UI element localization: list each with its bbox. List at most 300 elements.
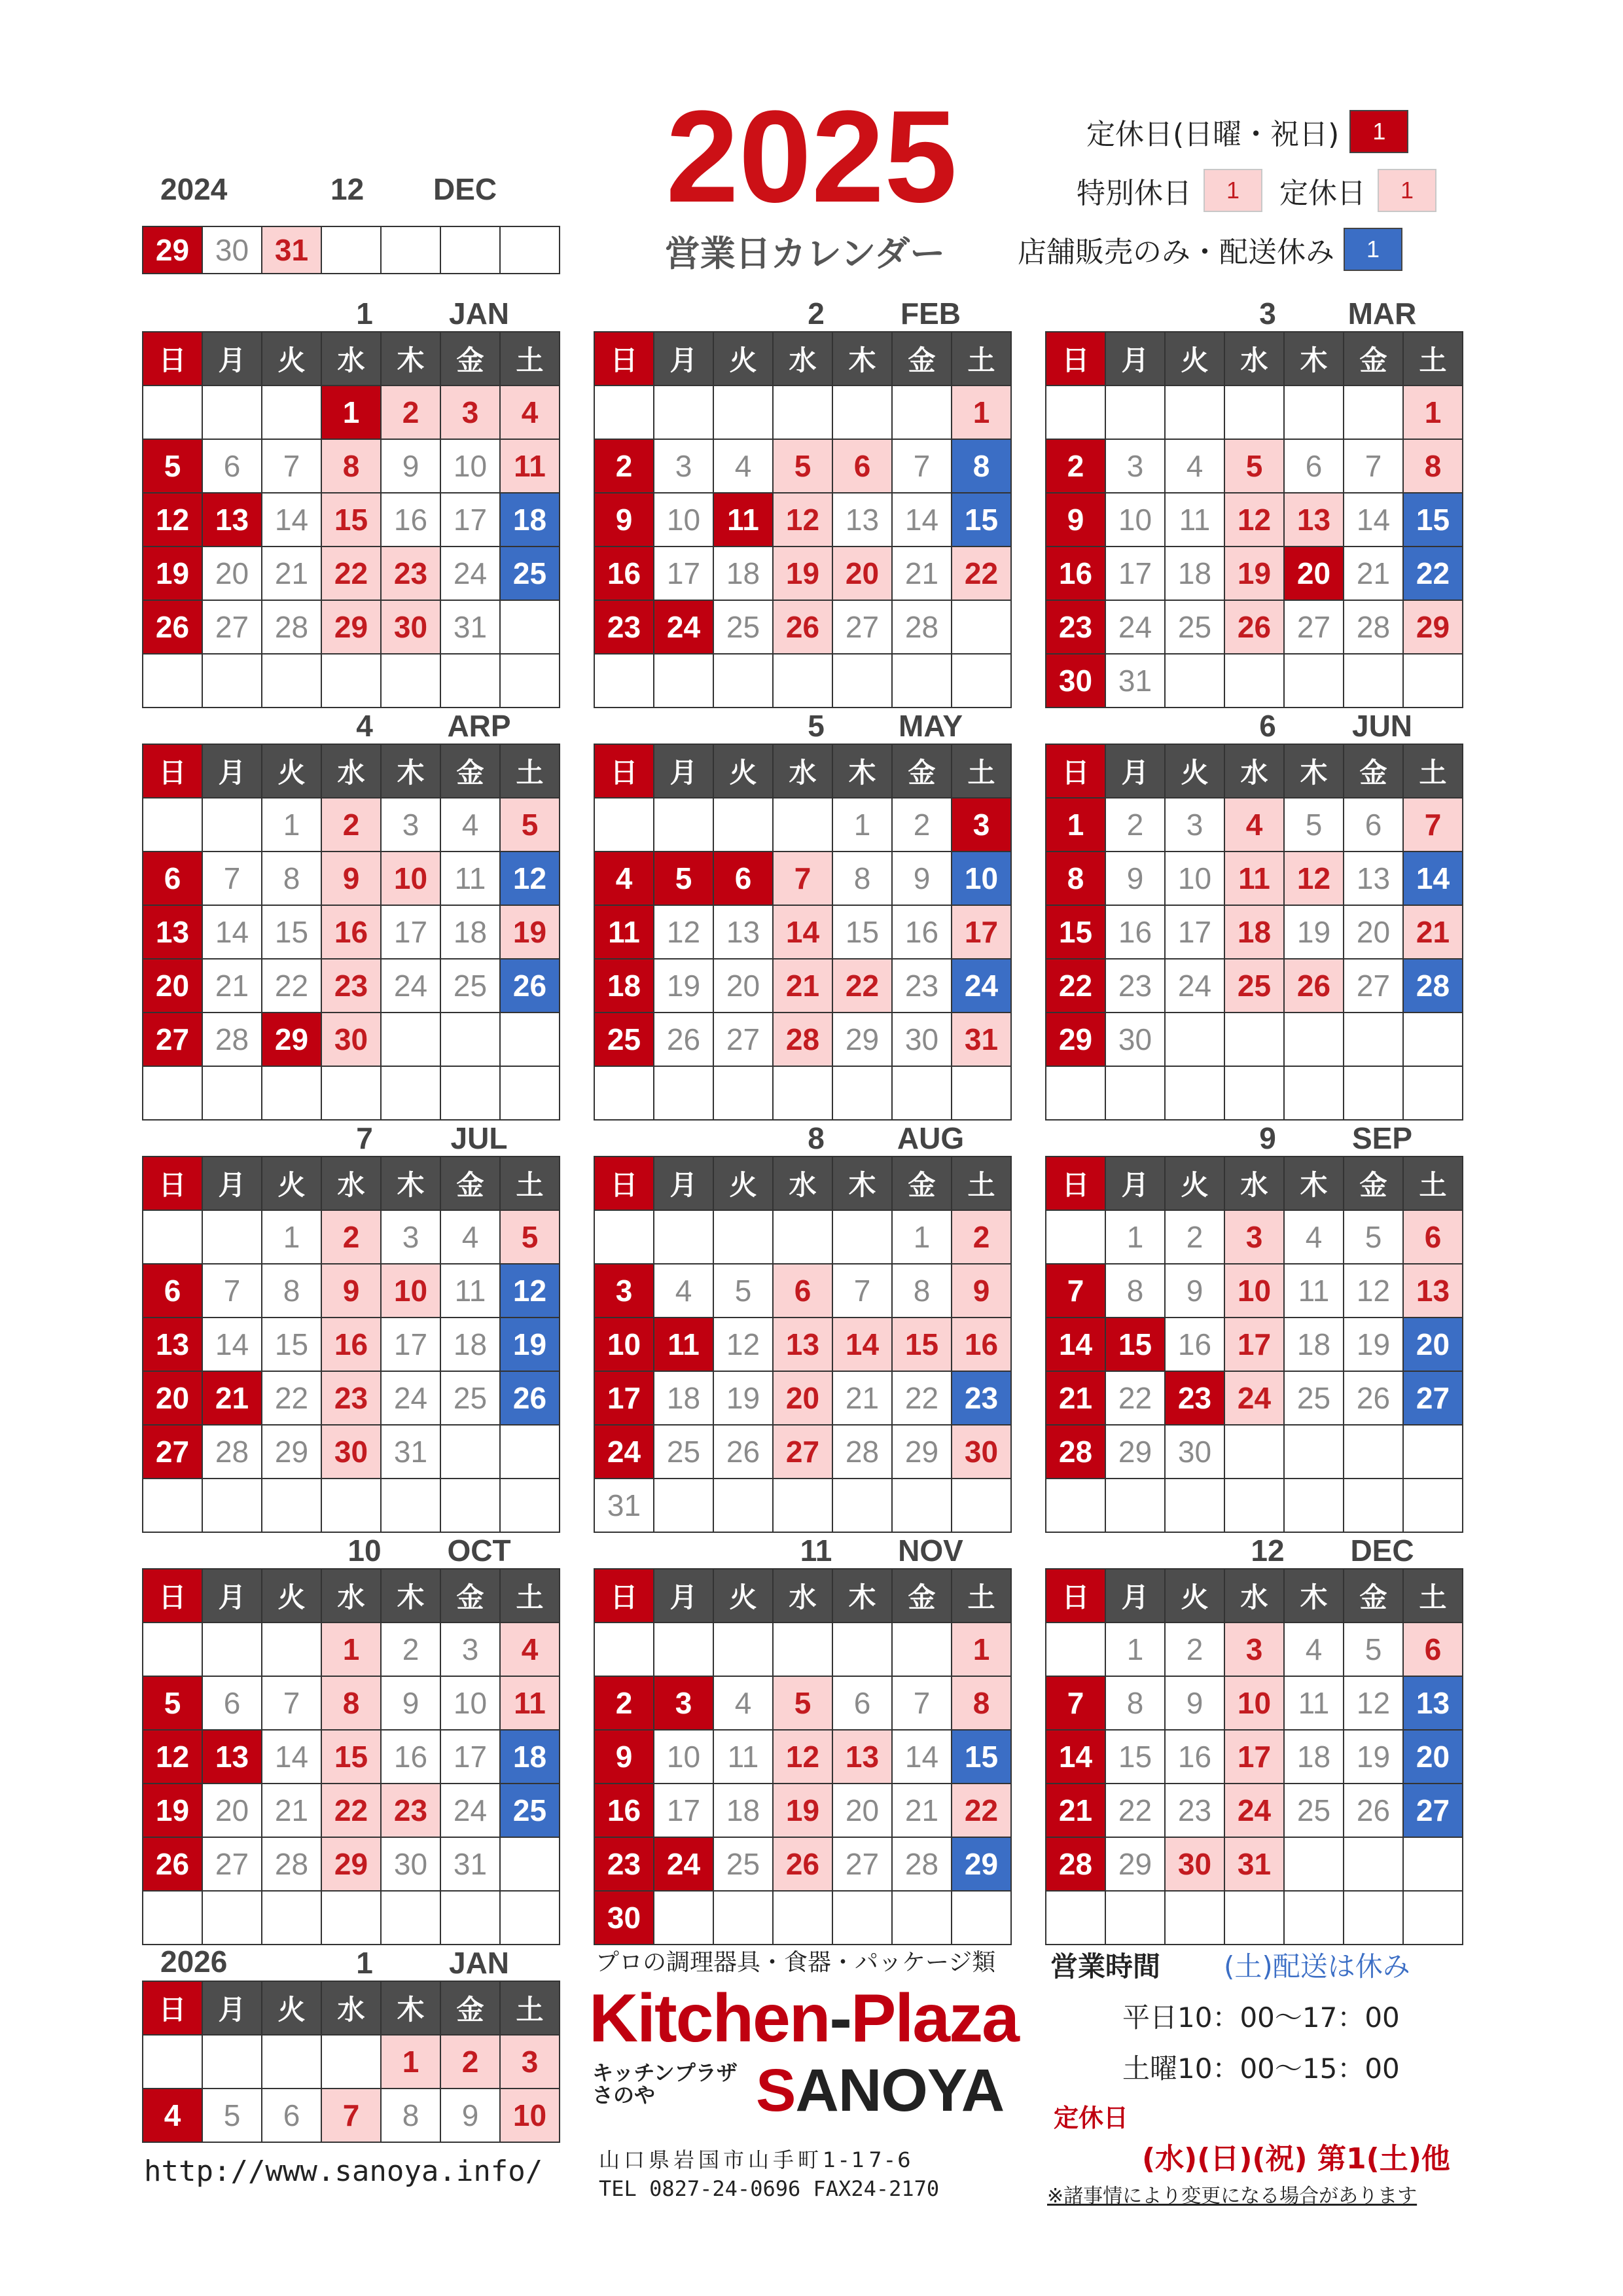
empty-cell bbox=[654, 1211, 714, 1265]
day-cell: 6 bbox=[1285, 440, 1344, 493]
day-cell: 19 bbox=[143, 547, 203, 601]
empty-cell bbox=[203, 2036, 262, 2089]
day-cell: 2 bbox=[322, 798, 382, 852]
day-cell: 1 bbox=[1046, 798, 1106, 852]
day-cell: 5 bbox=[1285, 798, 1344, 852]
day-cell: 19 bbox=[714, 1372, 774, 1426]
day-cell: 20 bbox=[1404, 1318, 1463, 1372]
empty-cell bbox=[893, 1892, 952, 1945]
day-cell: 26 bbox=[1344, 1784, 1404, 1838]
day-cell: 15 bbox=[322, 493, 382, 547]
day-cell: 11 bbox=[441, 852, 501, 906]
month-title bbox=[1045, 293, 1464, 331]
day-cell: 18 bbox=[714, 547, 774, 601]
empty-cell bbox=[714, 1892, 774, 1945]
day-cell: 19 bbox=[774, 1784, 833, 1838]
day-cell: 15 bbox=[1046, 906, 1106, 960]
day-cell: 22 bbox=[1404, 547, 1463, 601]
empty-cell bbox=[774, 1623, 833, 1677]
empty-cell bbox=[774, 655, 833, 708]
day-cell bbox=[501, 227, 560, 274]
empty-cell bbox=[833, 1892, 893, 1945]
day-cell: 12 bbox=[1344, 1677, 1404, 1731]
day-cell: 26 bbox=[143, 601, 203, 655]
empty-cell bbox=[382, 1892, 441, 1945]
day-cell: 21 bbox=[1046, 1372, 1106, 1426]
empty-cell bbox=[1344, 1426, 1404, 1479]
empty-cell bbox=[654, 655, 714, 708]
weekday-header: 木 bbox=[833, 745, 893, 798]
day-cell: 8 bbox=[1046, 852, 1106, 906]
day-cell: 14 bbox=[203, 906, 262, 960]
month-number: 6 bbox=[1259, 709, 1276, 743]
day-cell: 12 bbox=[774, 1731, 833, 1784]
weekday-header: 土 bbox=[1404, 1157, 1463, 1211]
empty-cell bbox=[382, 1013, 441, 1067]
day-cell: 31 bbox=[1225, 1838, 1285, 1892]
day-cell: 16 bbox=[322, 906, 382, 960]
day-cell: 16 bbox=[322, 1318, 382, 1372]
empty-cell bbox=[322, 655, 382, 708]
day-cell: 11 bbox=[501, 440, 560, 493]
weekday-header: 木 bbox=[382, 1157, 441, 1211]
day-cell: 15 bbox=[833, 906, 893, 960]
day-cell: 10 bbox=[952, 852, 1012, 906]
day-cell: 14 bbox=[262, 1731, 322, 1784]
weekday-header: 金 bbox=[1344, 1570, 1404, 1623]
day-cell: 8 bbox=[262, 1265, 322, 1318]
day-cell: 23 bbox=[893, 960, 952, 1013]
day-cell: 10 bbox=[1106, 493, 1166, 547]
empty-cell bbox=[833, 1067, 893, 1121]
day-cell: 4 bbox=[143, 2089, 203, 2143]
empty-cell bbox=[595, 1623, 654, 1677]
empty-cell bbox=[774, 1892, 833, 1945]
day-cell: 11 bbox=[1285, 1677, 1344, 1731]
day-cell: 3 bbox=[952, 798, 1012, 852]
weekday-header: 土 bbox=[501, 1982, 560, 2036]
day-cell: 3 bbox=[1225, 1211, 1285, 1265]
weekday-header: 日 bbox=[595, 332, 654, 386]
day-cell: 1 bbox=[893, 1211, 952, 1265]
empty-cell bbox=[1285, 1892, 1344, 1945]
next-year: 2026 bbox=[160, 1945, 228, 1979]
day-cell: 19 bbox=[501, 1318, 560, 1372]
day-cell: 18 bbox=[1166, 547, 1225, 601]
day-cell: 10 bbox=[501, 2089, 560, 2143]
day-cell: 23 bbox=[952, 1372, 1012, 1426]
day-cell: 4 bbox=[595, 852, 654, 906]
year-title: 2025 bbox=[666, 84, 957, 230]
day-cell: 7 bbox=[322, 2089, 382, 2143]
day-cell: 15 bbox=[1106, 1318, 1166, 1372]
empty-cell bbox=[143, 655, 203, 708]
empty-cell bbox=[1285, 655, 1344, 708]
day-cell: 7 bbox=[893, 1677, 952, 1731]
day-cell: 7 bbox=[1046, 1677, 1106, 1731]
empty-cell bbox=[1285, 1067, 1344, 1121]
month-title bbox=[1045, 706, 1464, 744]
day-cell: 6 bbox=[143, 852, 203, 906]
empty-cell bbox=[1344, 386, 1404, 440]
day-cell: 16 bbox=[1166, 1318, 1225, 1372]
day-cell: 13 bbox=[774, 1318, 833, 1372]
day-cell: 9 bbox=[441, 2089, 501, 2143]
day-cell: 24 bbox=[1106, 601, 1166, 655]
day-cell: 19 bbox=[1225, 547, 1285, 601]
month-number: 3 bbox=[1259, 296, 1276, 331]
weekday-header: 金 bbox=[441, 1157, 501, 1211]
logo-brand-part: S bbox=[756, 2057, 796, 2124]
day-cell: 5 bbox=[774, 1677, 833, 1731]
weekday-header: 土 bbox=[501, 1157, 560, 1211]
day-cell: 12 bbox=[1285, 852, 1344, 906]
day-cell: 11 bbox=[1225, 852, 1285, 906]
empty-cell bbox=[654, 1623, 714, 1677]
empty-cell bbox=[203, 386, 262, 440]
day-cell: 14 bbox=[833, 1318, 893, 1372]
logo-kana-line: さのや bbox=[592, 2083, 656, 2108]
day-cell: 9 bbox=[322, 852, 382, 906]
month-grid bbox=[142, 744, 560, 1121]
day-cell: 13 bbox=[714, 906, 774, 960]
day-cell: 29 bbox=[893, 1426, 952, 1479]
day-cell: 10 bbox=[595, 1318, 654, 1372]
day-cell: 18 bbox=[714, 1784, 774, 1838]
weekday-header: 土 bbox=[501, 745, 560, 798]
day-cell: 23 bbox=[1166, 1784, 1225, 1838]
month-name: OCT bbox=[447, 1534, 511, 1568]
legend-swatch-pink: 1 bbox=[1204, 169, 1262, 212]
weekday-header: 月 bbox=[1106, 1570, 1166, 1623]
phone-fax: TEL 0827-24-0696 FAX24-2170 bbox=[599, 2176, 940, 2201]
day-cell: 31 bbox=[441, 601, 501, 655]
day-cell: 14 bbox=[1404, 852, 1463, 906]
day-cell: 23 bbox=[1046, 601, 1106, 655]
day-cell: 20 bbox=[833, 1784, 893, 1838]
day-cell: 21 bbox=[262, 1784, 322, 1838]
day-cell: 17 bbox=[382, 906, 441, 960]
day-cell: 10 bbox=[441, 440, 501, 493]
month-title bbox=[142, 1118, 561, 1156]
month-number: 2 bbox=[808, 296, 825, 331]
day-cell: 24 bbox=[382, 1372, 441, 1426]
day-cell: 27 bbox=[833, 601, 893, 655]
day-cell: 16 bbox=[893, 906, 952, 960]
month-grid bbox=[1045, 331, 1463, 708]
day-cell: 15 bbox=[262, 906, 322, 960]
day-cell: 27 bbox=[143, 1013, 203, 1067]
empty-cell bbox=[1285, 386, 1344, 440]
weekday-header: 火 bbox=[262, 745, 322, 798]
day-cell: 28 bbox=[203, 1426, 262, 1479]
empty-cell bbox=[833, 1211, 893, 1265]
day-cell: 6 bbox=[833, 1677, 893, 1731]
weekday-header: 土 bbox=[1404, 1570, 1463, 1623]
weekday-header: 月 bbox=[654, 1157, 714, 1211]
weekday-header: 土 bbox=[952, 745, 1012, 798]
empty-cell bbox=[1166, 386, 1225, 440]
day-cell: 10 bbox=[382, 1265, 441, 1318]
empty-cell bbox=[143, 1211, 203, 1265]
empty-cell bbox=[1046, 1892, 1106, 1945]
closed-title: 定休日 bbox=[1054, 2104, 1129, 2132]
weekday-header: 金 bbox=[1344, 745, 1404, 798]
weekday-header: 日 bbox=[1046, 745, 1106, 798]
day-cell: 11 bbox=[654, 1318, 714, 1372]
empty-cell bbox=[1166, 1013, 1225, 1067]
empty-cell bbox=[1344, 1013, 1404, 1067]
day-cell: 24 bbox=[441, 547, 501, 601]
day-cell: 12 bbox=[774, 493, 833, 547]
day-cell: 26 bbox=[501, 960, 560, 1013]
day-cell: 8 bbox=[1106, 1677, 1166, 1731]
prev-month-name: DEC bbox=[433, 172, 497, 206]
day-cell: 26 bbox=[714, 1426, 774, 1479]
empty-cell bbox=[654, 798, 714, 852]
website-link[interactable]: http://www.sanoya.info/ bbox=[144, 2155, 543, 2188]
legend-swatch-pink: 1 bbox=[1378, 169, 1436, 212]
month-title bbox=[142, 1530, 561, 1568]
day-cell: 13 bbox=[833, 1731, 893, 1784]
day-cell: 30 bbox=[382, 601, 441, 655]
day-cell: 12 bbox=[654, 906, 714, 960]
day-cell: 25 bbox=[441, 960, 501, 1013]
day-cell: 24 bbox=[952, 960, 1012, 1013]
empty-cell bbox=[1225, 1013, 1285, 1067]
day-cell: 5 bbox=[143, 1677, 203, 1731]
day-cell: 11 bbox=[714, 493, 774, 547]
day-cell: 3 bbox=[382, 798, 441, 852]
weekday-header: 火 bbox=[714, 745, 774, 798]
day-cell: 7 bbox=[262, 440, 322, 493]
day-cell: 6 bbox=[833, 440, 893, 493]
day-cell: 5 bbox=[501, 1211, 560, 1265]
day-cell: 22 bbox=[1106, 1784, 1166, 1838]
empty-cell bbox=[262, 1892, 322, 1945]
day-cell: 26 bbox=[143, 1838, 203, 1892]
empty-cell bbox=[441, 1013, 501, 1067]
month-title bbox=[1045, 1118, 1464, 1156]
weekday-header: 金 bbox=[441, 1570, 501, 1623]
day-cell: 11 bbox=[595, 906, 654, 960]
day-cell: 3 bbox=[501, 2036, 560, 2089]
day-cell: 5 bbox=[1344, 1623, 1404, 1677]
hours-note: (土)配送は休み bbox=[1224, 1950, 1410, 1982]
day-cell: 5 bbox=[714, 1265, 774, 1318]
day-cell: 31 bbox=[595, 1479, 654, 1533]
month-title bbox=[594, 1118, 1012, 1156]
empty-cell bbox=[595, 655, 654, 708]
day-cell: 12 bbox=[143, 493, 203, 547]
month-title bbox=[1045, 1530, 1464, 1568]
weekday-header: 土 bbox=[501, 332, 560, 386]
empty-cell bbox=[322, 2036, 382, 2089]
month-number: 4 bbox=[356, 709, 373, 743]
tagline: プロの調理器具・食器・パッケージ類 bbox=[596, 1949, 996, 1976]
weekday-header: 月 bbox=[203, 1982, 262, 2036]
calendar-subtitle: 営業日カレンダー bbox=[664, 233, 946, 274]
empty-cell bbox=[382, 655, 441, 708]
day-cell: 31 bbox=[441, 1838, 501, 1892]
day-cell: 5 bbox=[203, 2089, 262, 2143]
month-title bbox=[594, 706, 1012, 744]
day-cell: 22 bbox=[952, 547, 1012, 601]
weekday-header: 金 bbox=[1344, 332, 1404, 386]
day-cell: 20 bbox=[833, 547, 893, 601]
day-cell: 13 bbox=[203, 493, 262, 547]
day-cell bbox=[322, 227, 382, 274]
day-cell: 19 bbox=[654, 960, 714, 1013]
empty-cell bbox=[1046, 1479, 1106, 1533]
empty-cell bbox=[322, 1479, 382, 1533]
empty-cell bbox=[774, 1211, 833, 1265]
day-cell: 7 bbox=[774, 852, 833, 906]
day-cell: 11 bbox=[1166, 493, 1225, 547]
day-cell: 2 bbox=[595, 1677, 654, 1731]
day-cell: 4 bbox=[501, 1623, 560, 1677]
day-cell: 8 bbox=[833, 852, 893, 906]
day-cell: 18 bbox=[441, 906, 501, 960]
day-cell: 2 bbox=[322, 1211, 382, 1265]
weekday-header: 金 bbox=[893, 745, 952, 798]
empty-cell bbox=[1404, 1426, 1463, 1479]
empty-cell bbox=[1106, 1067, 1166, 1121]
day-cell: 20 bbox=[203, 1784, 262, 1838]
day-cell: 16 bbox=[1106, 906, 1166, 960]
day-cell: 4 bbox=[1166, 440, 1225, 493]
day-cell: 15 bbox=[322, 1731, 382, 1784]
weekday-header: 木 bbox=[1285, 1570, 1344, 1623]
day-cell: 28 bbox=[1046, 1838, 1106, 1892]
day-cell: 8 bbox=[952, 1677, 1012, 1731]
empty-cell bbox=[714, 1479, 774, 1533]
weekday-header: 土 bbox=[952, 1570, 1012, 1623]
day-cell: 27 bbox=[714, 1013, 774, 1067]
day-cell: 22 bbox=[952, 1784, 1012, 1838]
day-cell: 3 bbox=[654, 440, 714, 493]
day-cell: 10 bbox=[1166, 852, 1225, 906]
empty-cell bbox=[501, 1892, 560, 1945]
empty-cell bbox=[441, 1426, 501, 1479]
empty-cell bbox=[382, 1479, 441, 1533]
empty-cell bbox=[1106, 1892, 1166, 1945]
day-cell: 26 bbox=[1225, 601, 1285, 655]
day-cell: 5 bbox=[501, 798, 560, 852]
empty-cell bbox=[501, 1838, 560, 1892]
day-cell: 14 bbox=[1046, 1318, 1106, 1372]
day-cell: 24 bbox=[1225, 1372, 1285, 1426]
day-cell: 7 bbox=[1404, 798, 1463, 852]
weekday-header: 水 bbox=[774, 332, 833, 386]
empty-cell bbox=[893, 386, 952, 440]
day-cell: 28 bbox=[262, 601, 322, 655]
empty-cell bbox=[143, 798, 203, 852]
day-cell: 21 bbox=[203, 960, 262, 1013]
legend-regular-holiday bbox=[1086, 110, 1408, 153]
day-cell: 27 bbox=[1344, 960, 1404, 1013]
empty-cell bbox=[322, 1892, 382, 1945]
weekday-header: 日 bbox=[143, 1157, 203, 1211]
month-grid bbox=[142, 1156, 560, 1533]
day-cell: 29 bbox=[952, 1838, 1012, 1892]
day-cell: 1 bbox=[262, 798, 322, 852]
day-cell: 16 bbox=[952, 1318, 1012, 1372]
empty-cell bbox=[714, 386, 774, 440]
day-cell: 18 bbox=[1285, 1731, 1344, 1784]
day-cell: 17 bbox=[1166, 906, 1225, 960]
empty-cell bbox=[1404, 1892, 1463, 1945]
day-cell: 31 bbox=[382, 1426, 441, 1479]
day-cell: 14 bbox=[774, 906, 833, 960]
day-cell: 10 bbox=[1225, 1265, 1285, 1318]
day-cell: 16 bbox=[595, 547, 654, 601]
empty-cell bbox=[501, 1426, 560, 1479]
day-cell: 21 bbox=[774, 960, 833, 1013]
weekday-header: 日 bbox=[595, 1570, 654, 1623]
day-cell: 27 bbox=[203, 1838, 262, 1892]
empty-cell bbox=[1225, 655, 1285, 708]
day-cell: 6 bbox=[714, 852, 774, 906]
day-cell: 30 bbox=[1046, 655, 1106, 708]
day-cell: 9 bbox=[893, 852, 952, 906]
day-cell: 29 bbox=[262, 1426, 322, 1479]
empty-cell bbox=[595, 798, 654, 852]
month-title bbox=[142, 1943, 561, 1981]
day-cell: 18 bbox=[501, 1731, 560, 1784]
weekday-header: 水 bbox=[322, 745, 382, 798]
day-cell: 27 bbox=[774, 1426, 833, 1479]
empty-cell bbox=[1225, 1479, 1285, 1533]
empty-cell bbox=[1404, 1479, 1463, 1533]
empty-cell bbox=[714, 1067, 774, 1121]
day-cell: 2 bbox=[1166, 1623, 1225, 1677]
month-number: 7 bbox=[356, 1121, 373, 1155]
empty-cell bbox=[501, 655, 560, 708]
logo-sep: - bbox=[829, 1981, 851, 2056]
day-cell: 13 bbox=[1404, 1677, 1463, 1731]
day-cell: 29 bbox=[1106, 1426, 1166, 1479]
day-cell: 13 bbox=[1285, 493, 1344, 547]
prev-december-row bbox=[142, 226, 560, 274]
weekday-header: 木 bbox=[382, 1570, 441, 1623]
legend-swatch-blue: 1 bbox=[1344, 228, 1402, 271]
weekday-header: 木 bbox=[833, 332, 893, 386]
weekday-header: 土 bbox=[952, 1157, 1012, 1211]
day-cell: 4 bbox=[441, 1211, 501, 1265]
day-cell: 28 bbox=[833, 1426, 893, 1479]
empty-cell bbox=[952, 1892, 1012, 1945]
day-cell: 23 bbox=[595, 601, 654, 655]
day-cell: 2 bbox=[893, 798, 952, 852]
weekday-header: 月 bbox=[654, 745, 714, 798]
day-cell: 4 bbox=[1285, 1623, 1344, 1677]
day-cell: 9 bbox=[382, 440, 441, 493]
day-cell: 12 bbox=[501, 852, 560, 906]
weekday-header: 水 bbox=[774, 1157, 833, 1211]
month-name: JAN bbox=[448, 1946, 510, 1980]
day-cell: 12 bbox=[1344, 1265, 1404, 1318]
empty-cell bbox=[1344, 1892, 1404, 1945]
day-cell: 23 bbox=[1106, 960, 1166, 1013]
day-cell: 9 bbox=[595, 1731, 654, 1784]
day-cell: 3 bbox=[1225, 1623, 1285, 1677]
day-cell: 28 bbox=[1344, 601, 1404, 655]
day-cell: 21 bbox=[1046, 1784, 1106, 1838]
weekday-header: 金 bbox=[893, 332, 952, 386]
legend-label: 定休日(日曜・祝日) bbox=[1086, 118, 1340, 151]
day-cell: 26 bbox=[774, 1838, 833, 1892]
